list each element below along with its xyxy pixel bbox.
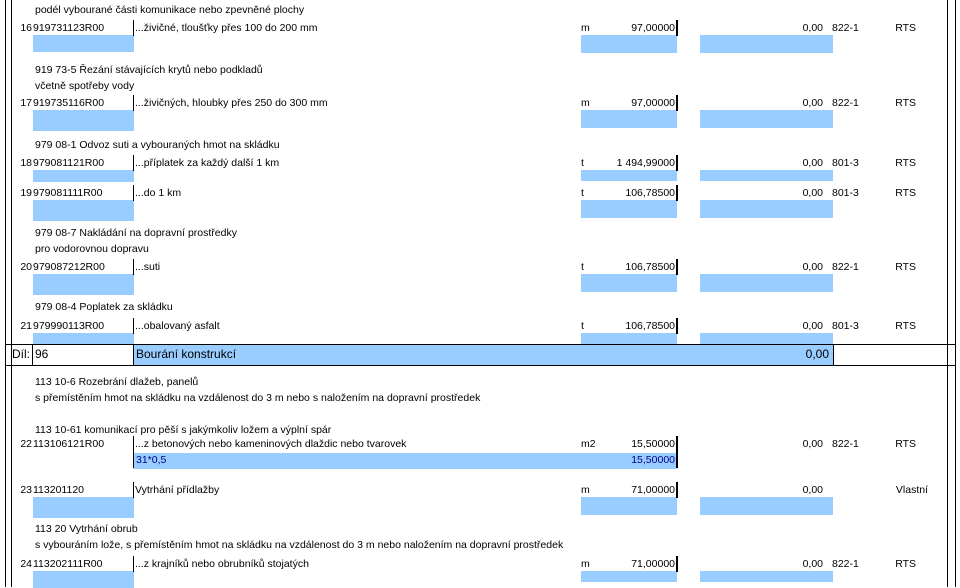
qty-tick (676, 95, 678, 111)
item-description: ...z krajníků nebo obrubníků stojatých (135, 558, 309, 570)
blue-band-qty (581, 170, 677, 181)
blue-band-right (700, 274, 833, 292)
item-source: RTS (895, 157, 916, 169)
item-price: 0,00 (802, 484, 823, 496)
note-text: 113 10-6 Rozebrání dlažeb, panelů (35, 376, 199, 388)
right-border-inner (947, 0, 948, 587)
item-unit: t (581, 261, 584, 273)
item-norm: 801-3 (832, 157, 859, 169)
blue-band-left (33, 35, 134, 52)
note-text: 979 08-4 Poplatek za skládku (35, 301, 173, 313)
note-text: 919 73-5 Řezání stávajících krytů nebo podkladů (35, 64, 263, 76)
item-source: RTS (895, 22, 916, 34)
item-code: 113201120 (33, 484, 84, 496)
blue-band-left (33, 170, 134, 182)
item-source: RTS (895, 558, 916, 570)
item-number: 22 (20, 438, 32, 450)
item-description: Vytrhání přídlažby (135, 484, 220, 496)
qty-tick (676, 155, 678, 171)
qty-tick (676, 185, 678, 201)
item-source: RTS (895, 187, 916, 199)
item-quantity: 71,00000 (631, 484, 675, 496)
blue-band-right (700, 200, 833, 218)
item-description: ...živičných, hloubky přes 250 do 300 mm (135, 97, 328, 109)
item-quantity: 106,78500 (625, 320, 675, 332)
item-norm: 801-3 (832, 320, 859, 332)
desc-tick (133, 318, 134, 334)
section-divider (833, 344, 834, 365)
item-source: RTS (895, 438, 916, 450)
blue-band-qty (581, 274, 677, 292)
item-code: 979990113R00 (33, 320, 105, 332)
item-price: 0,00 (802, 157, 823, 169)
item-number: 16 (20, 22, 32, 34)
item-code: 979081111R00 (33, 187, 103, 199)
note-text: s vybouráním lože, s přemístěním hmot na skládku na vzdálenost do 3 m nebo naložením na dopravní prostředek (35, 539, 564, 551)
left-border-inner (11, 0, 12, 587)
item-number: 17 (20, 97, 32, 109)
item-unit: m (581, 558, 590, 570)
section-total: 0,00 (805, 347, 829, 361)
qty-tick (676, 259, 678, 275)
calc-value: 15,50000 (631, 454, 675, 466)
section-code: 96 (35, 347, 49, 361)
note-text: pro vodorovnou dopravu (35, 243, 149, 255)
note-text: včetně spotřeby vody (35, 80, 135, 92)
qty-tick (676, 482, 678, 498)
item-code: 979087212R00 (33, 261, 105, 273)
item-unit: t (581, 320, 584, 332)
item-number: 24 (20, 558, 32, 570)
note-text: s přemístěním hmot na skládku na vzdálenost do 3 m nebo s naložením na dopravní prostředek (35, 392, 481, 404)
item-price: 0,00 (802, 558, 823, 570)
blue-band-right (700, 110, 833, 128)
item-source: Vlastní (895, 484, 928, 496)
desc-tick (133, 185, 134, 201)
item-price: 0,00 (802, 187, 823, 199)
item-quantity: 1 494,99000 (616, 157, 675, 169)
section-label: Díl: (12, 347, 30, 361)
note-text: 113 20 Vytrhání obrub (35, 523, 138, 535)
item-number: 21 (20, 320, 32, 332)
item-quantity: 15,50000 (631, 438, 675, 450)
blue-band-left (33, 571, 134, 588)
item-code: 919731123R00 (33, 22, 105, 34)
blue-band-right (700, 35, 833, 53)
blue-band-left (33, 274, 134, 295)
blue-band-qty (581, 571, 677, 582)
item-code: 113106121R00 (33, 438, 105, 450)
desc-tick (133, 259, 134, 275)
item-source: RTS (895, 261, 916, 273)
item-norm: 801-3 (832, 187, 859, 199)
item-unit: m (581, 22, 590, 34)
desc-tick (133, 482, 134, 498)
item-description: ...do 1 km (135, 187, 182, 199)
qty-tick (676, 452, 678, 468)
qty-tick (676, 318, 678, 334)
qty-tick (676, 20, 678, 36)
blue-band-qty (581, 497, 677, 515)
item-norm: 822-1 (832, 558, 859, 570)
blue-band-left (33, 110, 134, 131)
item-norm: 822-1 (832, 438, 859, 450)
desc-tick (133, 436, 134, 452)
item-price: 0,00 (802, 320, 823, 332)
qty-tick (676, 436, 678, 452)
item-quantity: 106,78500 (625, 187, 675, 199)
item-code: 113202111R00 (33, 558, 103, 570)
blue-band-qty (581, 200, 677, 218)
item-unit: m (581, 97, 590, 109)
item-quantity: 106,78500 (625, 261, 675, 273)
left-border-outer (5, 0, 6, 587)
item-price: 0,00 (802, 261, 823, 273)
item-price: 0,00 (802, 97, 823, 109)
item-quantity: 97,00000 (631, 22, 675, 34)
item-unit: m (581, 484, 590, 496)
item-description: ...suti (135, 261, 161, 273)
item-description: ...z betonových nebo kameninových dlaždic nebo tvarovek (135, 438, 407, 450)
item-quantity: 97,00000 (631, 97, 675, 109)
desc-tick (133, 95, 134, 111)
right-border-outer (955, 0, 956, 587)
item-source: RTS (895, 97, 916, 109)
item-number: 19 (20, 187, 32, 199)
note-text: 979 08-1 Odvoz suti a vybouraných hmot na skládku (35, 139, 280, 151)
section-divider (32, 344, 33, 365)
item-unit: t (581, 157, 584, 169)
desc-tick (133, 556, 134, 572)
item-source: RTS (895, 320, 916, 332)
item-description: ...příplatek za každý další 1 km (135, 157, 280, 169)
blue-band-qty (581, 110, 677, 128)
calc-formula: 31*0,5 (136, 454, 167, 466)
item-unit: t (581, 187, 584, 199)
item-code: 979081121R00 (33, 157, 105, 169)
item-description: ...živičné, tloušťky přes 100 do 200 mm (135, 22, 318, 34)
desc-tick (133, 20, 134, 36)
blue-band-right (700, 170, 833, 181)
item-price: 0,00 (802, 22, 823, 34)
item-number: 18 (20, 157, 32, 169)
note-text: podél vybourané části komunikace nebo zpevněné plochy (35, 4, 305, 16)
blue-band-left (33, 200, 134, 221)
section-name: Bourání konstrukcí (136, 347, 237, 361)
blue-band-qty (581, 35, 677, 53)
item-description: ...obalovaný asfalt (135, 320, 220, 332)
item-quantity: 71,00000 (631, 558, 675, 570)
item-norm: 822-1 (832, 261, 859, 273)
item-number: 20 (20, 261, 32, 273)
blue-band-right (700, 497, 833, 515)
qty-tick (676, 556, 678, 572)
item-price: 0,00 (802, 438, 823, 450)
blue-band-left (33, 497, 134, 518)
item-number: 23 (20, 484, 32, 496)
item-norm: 822-1 (832, 97, 859, 109)
desc-tick (133, 452, 134, 468)
item-unit: m2 (581, 438, 596, 450)
section-bottom-border (5, 365, 956, 366)
section-divider (133, 344, 134, 365)
calc-band (133, 453, 677, 469)
item-code: 919735116R00 (33, 97, 105, 109)
blue-band-right (700, 571, 833, 582)
desc-tick (133, 155, 134, 171)
note-text: 113 10-61 komunikací pro pěší s jakýmkoliv ložem a výplní spár (35, 424, 332, 436)
note-text: 979 08-7 Nakládání na dopravní prostředky (35, 227, 237, 239)
item-norm: 822-1 (832, 22, 859, 34)
